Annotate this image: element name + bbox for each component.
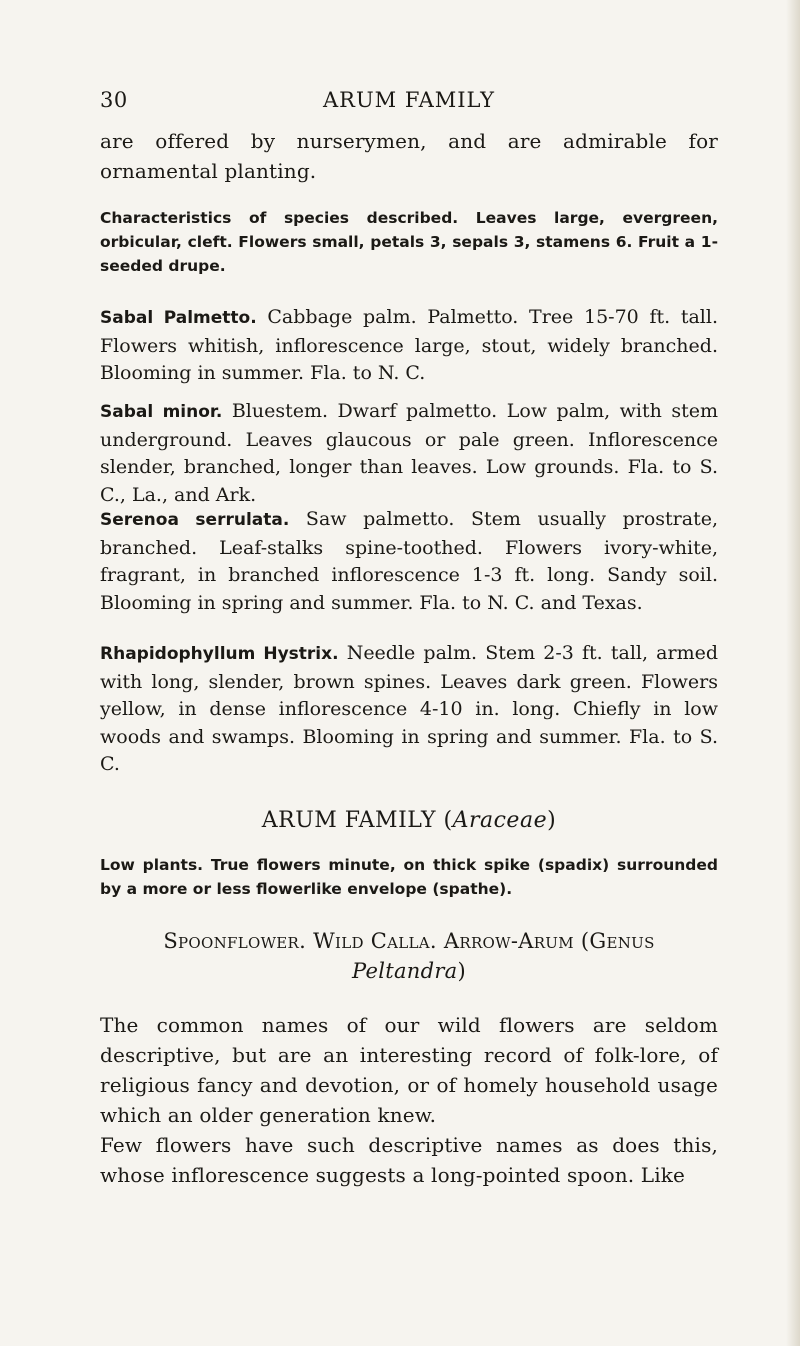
genus-heading bbox=[100, 926, 718, 986]
characteristics-block bbox=[100, 206, 718, 278]
genus-paren-close: ) bbox=[457, 959, 467, 983]
genus-heading-text bbox=[100, 926, 718, 986]
section-description-block bbox=[100, 853, 718, 901]
section-title-line bbox=[100, 808, 718, 833]
section-title: ARUM FAMILY bbox=[261, 808, 436, 833]
species-name: Sabal Palmetto. bbox=[100, 308, 257, 328]
continuation-text: are offered by nurserymen, and are admirable for ornamental planting. bbox=[100, 129, 718, 183]
running-title: ARUM FAMILY bbox=[322, 88, 496, 112]
species-description: Cabbage palm. Palmetto. Tree 15-70 ft. tall. Flowers whitish, inflorescence large, stout, widely branched. Blooming in summer. Fla. to N. C. bbox=[100, 306, 718, 384]
paragraph-text: Few flowers have such descriptive names as does this, whose inflorescence suggests a long-pointed spoon. Like bbox=[100, 1133, 718, 1187]
species-entry-text bbox=[100, 640, 718, 779]
body-paragraph bbox=[100, 1130, 718, 1190]
species-entry bbox=[100, 398, 718, 509]
species-description: Needle palm. Stem 2-3 ft. tall, armed with long, slender, brown spines. Leaves dark green. Flowers yellow, in dense inflorescence 4-10 in. long. Chiefly in low woods and swamps. Blooming in spring and summer. Fla. to S. C. bbox=[100, 642, 718, 775]
page-edge-shadow bbox=[786, 0, 800, 1346]
species-description: Bluestem. Dwarf palmetto. Low palm, with stem underground. Leaves glaucous or pale green. Inflorescence slender, branched, longer than leaves. Low grounds. Fla. to S. C., La., and Ark. bbox=[100, 400, 719, 506]
section-paren-close: ) bbox=[547, 808, 557, 833]
species-entry-text bbox=[100, 506, 718, 617]
characteristics-text: Characteristics of species described. Leaves large, evergreen, orbicular, cleft. Flowers small, petals 3, sepals 3, stamens 6. Fruit a 1-seeded drupe. bbox=[100, 209, 718, 275]
section-paren-open: ( bbox=[443, 808, 453, 833]
running-header bbox=[100, 88, 718, 118]
section-description: Low plants. True flowers minute, on thick spike (spadix) surrounded by a more or less flowerlike envelope (spathe). bbox=[100, 856, 718, 898]
species-name: Rhapidophyllum Hystrix. bbox=[100, 644, 339, 664]
continuation-paragraph bbox=[100, 126, 718, 186]
species-entry-text bbox=[100, 398, 718, 509]
genus-latin-name: Peltandra bbox=[351, 959, 458, 983]
species-entry bbox=[100, 304, 718, 388]
species-entry-text bbox=[100, 304, 718, 388]
species-entry bbox=[100, 640, 718, 779]
page-number: 30 bbox=[100, 88, 128, 112]
section-latin-name: Araceae bbox=[452, 808, 548, 833]
species-description: Saw palmetto. Stem usually prostrate, branched. Leaf-stalks spine-toothed. Flowers ivory-white, fragrant, in branched inflorescence 1-3 ft. long. Sandy soil. Blooming in spring and summer. Fla. to N. C. and Texas. bbox=[100, 508, 718, 614]
species-entry bbox=[100, 506, 718, 617]
paragraph-text: The common names of our wild flowers are seldom descriptive, but are an interesting record of folk-lore, of religious fancy and devotion, or of homely household usage which an older generation knew. bbox=[100, 1013, 718, 1127]
body-paragraph bbox=[100, 1010, 718, 1130]
species-name: Serenoa serrulata. bbox=[100, 510, 290, 530]
species-name: Sabal minor. bbox=[100, 402, 223, 422]
genus-common-names: Spoonflower. Wild Calla. Arrow-Arum (Genus bbox=[163, 929, 655, 953]
section-heading bbox=[100, 808, 718, 833]
